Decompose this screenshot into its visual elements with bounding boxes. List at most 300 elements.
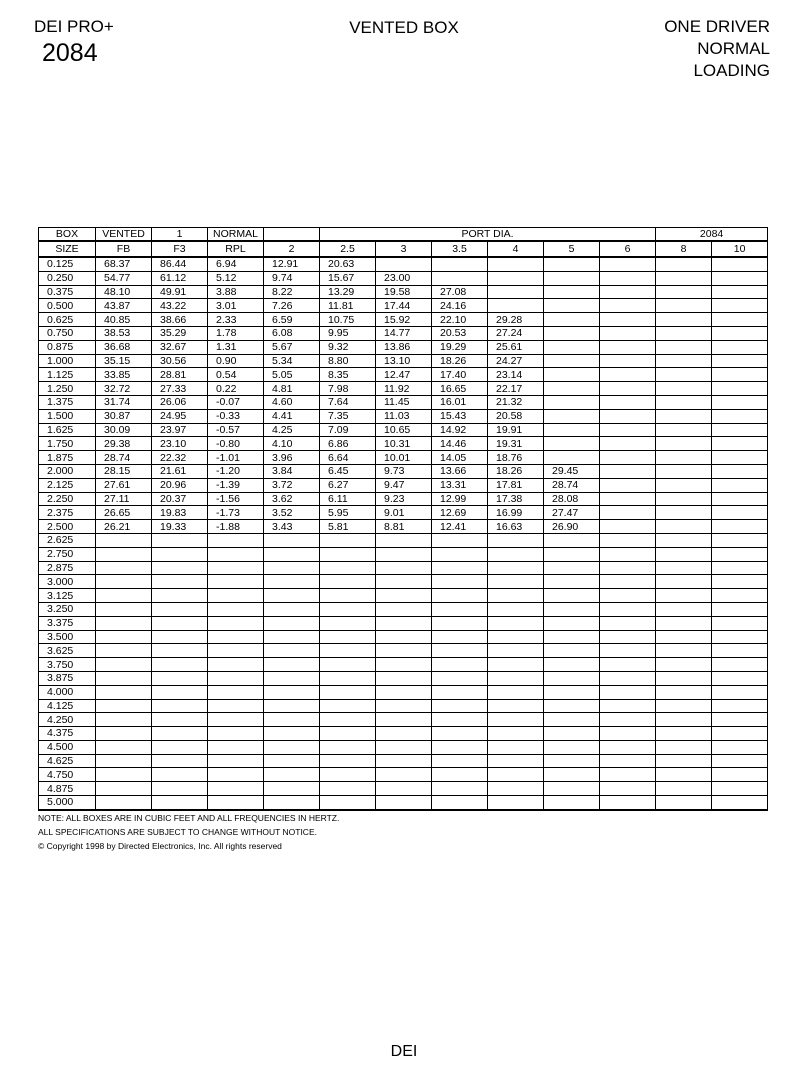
table-cell: 19.29 — [432, 340, 488, 354]
table-cell: 6.64 — [320, 451, 376, 465]
box-size-cell: 3.250 — [39, 602, 96, 616]
table-cell: 9.32 — [320, 340, 376, 354]
table-cell: 10.01 — [376, 451, 432, 465]
table-cell: 12.41 — [432, 520, 488, 534]
table-cell — [544, 616, 600, 630]
table-cell: 11.03 — [376, 409, 432, 423]
table-cell: 1.78 — [208, 326, 264, 340]
table-cell — [96, 699, 152, 713]
table-cell — [264, 644, 320, 658]
table-cell — [96, 740, 152, 754]
table-cell — [656, 658, 712, 672]
table-cell: 19.31 — [488, 437, 544, 451]
table-cell — [600, 492, 656, 506]
table-row — [39, 602, 768, 616]
table-cell — [600, 644, 656, 658]
table-cell — [376, 257, 432, 271]
table-cell: 19.83 — [152, 506, 208, 520]
table-cell: 26.21 — [96, 520, 152, 534]
table-cell — [656, 547, 712, 561]
table-cell — [432, 727, 488, 741]
table-cell — [152, 754, 208, 768]
table-cell — [712, 313, 768, 327]
table-cell: 11.92 — [376, 382, 432, 396]
table-cell: -0.80 — [208, 437, 264, 451]
table-cell — [152, 658, 208, 672]
table-cell: 35.29 — [152, 326, 208, 340]
table-cell — [488, 533, 544, 547]
table-cell — [488, 796, 544, 810]
table-cell: 12.99 — [432, 492, 488, 506]
table-cell — [320, 547, 376, 561]
table-cell: 2.33 — [208, 313, 264, 327]
table-cell: 5.95 — [320, 506, 376, 520]
table-cell — [376, 685, 432, 699]
table-cell — [208, 630, 264, 644]
box-size-cell: 4.500 — [39, 740, 96, 754]
table-cell: 27.47 — [544, 506, 600, 520]
table-cell: 17.38 — [488, 492, 544, 506]
table-cell: 29.28 — [488, 313, 544, 327]
box-size-cell: 3.375 — [39, 616, 96, 630]
table-cell — [600, 326, 656, 340]
table-cell: 21.61 — [152, 464, 208, 478]
table-cell: 6.45 — [320, 464, 376, 478]
table-cell: 30.56 — [152, 354, 208, 368]
table-cell — [656, 685, 712, 699]
table-cell — [152, 796, 208, 810]
box-size-cell: 4.000 — [39, 685, 96, 699]
table-cell — [376, 713, 432, 727]
box-size-cell: 2.250 — [39, 492, 96, 506]
table-cell: -1.01 — [208, 451, 264, 465]
table-cell: 29.38 — [96, 437, 152, 451]
table-cell: 14.05 — [432, 451, 488, 465]
table-cell — [320, 754, 376, 768]
table-cell — [152, 740, 208, 754]
table-cell: 12.91 — [264, 257, 320, 271]
table-cell — [544, 740, 600, 754]
table-cell — [208, 547, 264, 561]
box-size-cell: 4.375 — [39, 727, 96, 741]
table-cell — [432, 713, 488, 727]
table-row — [39, 616, 768, 630]
table-cell — [600, 506, 656, 520]
table-cell: 6.94 — [208, 257, 264, 271]
box-size-cell: 2.000 — [39, 464, 96, 478]
table-cell: 0.22 — [208, 382, 264, 396]
table-cell — [656, 395, 712, 409]
table-cell: 9.47 — [376, 478, 432, 492]
table-cell — [544, 561, 600, 575]
table-cell — [96, 671, 152, 685]
table-cell — [264, 547, 320, 561]
table-cell — [432, 589, 488, 603]
table-cell: 5.67 — [264, 340, 320, 354]
table-cell — [96, 547, 152, 561]
table-cell — [600, 671, 656, 685]
table-cell — [488, 589, 544, 603]
table-cell — [432, 671, 488, 685]
table-cell — [96, 589, 152, 603]
box-size-cell: 2.125 — [39, 478, 96, 492]
table-cell — [712, 782, 768, 796]
table-cell — [656, 740, 712, 754]
table-cell — [712, 423, 768, 437]
table-cell: 48.10 — [96, 285, 152, 299]
table-cell — [376, 796, 432, 810]
table-cell: 16.99 — [488, 506, 544, 520]
table-cell — [544, 313, 600, 327]
table-cell — [544, 326, 600, 340]
table-cell — [320, 685, 376, 699]
box-size-cell: 0.625 — [39, 313, 96, 327]
table-cell — [152, 699, 208, 713]
table-cell: 17.81 — [488, 478, 544, 492]
table-cell: 17.44 — [376, 299, 432, 313]
box-size-cell: 1.875 — [39, 451, 96, 465]
table-cell — [432, 796, 488, 810]
table-cell: 13.10 — [376, 354, 432, 368]
table-cell: 9.23 — [376, 492, 432, 506]
table-cell: 23.00 — [376, 271, 432, 285]
table-cell: 8.80 — [320, 354, 376, 368]
table-cell — [712, 368, 768, 382]
table-cell: 43.22 — [152, 299, 208, 313]
table-cell — [656, 575, 712, 589]
table-cell: -1.73 — [208, 506, 264, 520]
table-cell: 27.33 — [152, 382, 208, 396]
table-cell — [656, 285, 712, 299]
column-header: 3 — [376, 241, 432, 257]
table-cell — [600, 285, 656, 299]
table-cell: 18.26 — [488, 464, 544, 478]
table-cell — [712, 506, 768, 520]
column-header: 8 — [656, 241, 712, 257]
table-cell — [264, 740, 320, 754]
table-cell — [208, 685, 264, 699]
table-cell: 18.26 — [432, 354, 488, 368]
table-cell: 4.81 — [264, 382, 320, 396]
table-cell — [96, 575, 152, 589]
table-cell — [208, 561, 264, 575]
table-cell — [264, 713, 320, 727]
table-cell — [600, 299, 656, 313]
table-cell: 3.62 — [264, 492, 320, 506]
table-cell — [656, 299, 712, 313]
table-cell — [432, 685, 488, 699]
box-size-cell: 3.750 — [39, 658, 96, 672]
table-cell — [544, 782, 600, 796]
table-cell — [264, 796, 320, 810]
table-cell: 5.81 — [320, 520, 376, 534]
table-cell — [656, 409, 712, 423]
table-cell — [600, 713, 656, 727]
box-size-cell: 2.625 — [39, 533, 96, 547]
table-cell — [600, 768, 656, 782]
table-cell — [488, 271, 544, 285]
table-cell: 9.74 — [264, 271, 320, 285]
table-cell — [376, 630, 432, 644]
table-cell — [376, 547, 432, 561]
table-cell: 6.27 — [320, 478, 376, 492]
table-cell — [712, 451, 768, 465]
box-size-cell: 2.375 — [39, 506, 96, 520]
header-cell: VENTED — [96, 228, 152, 242]
table-cell — [600, 423, 656, 437]
table-cell: 43.87 — [96, 299, 152, 313]
table-row — [39, 589, 768, 603]
table-cell — [488, 713, 544, 727]
table-cell — [432, 616, 488, 630]
table-cell: 3.88 — [208, 285, 264, 299]
table-cell — [488, 768, 544, 782]
table-cell — [376, 575, 432, 589]
table-cell: 6.86 — [320, 437, 376, 451]
table-cell — [712, 685, 768, 699]
table-cell: 20.63 — [320, 257, 376, 271]
table-cell — [488, 285, 544, 299]
table-cell — [152, 727, 208, 741]
table-cell — [320, 699, 376, 713]
table-cell — [488, 630, 544, 644]
table-cell: -1.88 — [208, 520, 264, 534]
table-cell — [544, 768, 600, 782]
table-cell — [656, 602, 712, 616]
table-cell — [264, 658, 320, 672]
table-row — [39, 561, 768, 575]
table-cell: 8.35 — [320, 368, 376, 382]
table-cell — [208, 616, 264, 630]
table-cell — [96, 782, 152, 796]
table-row — [39, 423, 768, 437]
table-cell — [320, 630, 376, 644]
table-cell — [376, 589, 432, 603]
table-cell — [208, 768, 264, 782]
table-cell — [152, 602, 208, 616]
table-cell: 5.12 — [208, 271, 264, 285]
box-size-cell: 1.250 — [39, 382, 96, 396]
table-cell — [712, 520, 768, 534]
table-cell — [432, 630, 488, 644]
table-cell — [432, 257, 488, 271]
header-cell-spacer — [264, 228, 320, 242]
table-cell: 49.91 — [152, 285, 208, 299]
table-cell — [320, 782, 376, 796]
table-cell: 7.35 — [320, 409, 376, 423]
table-cell — [656, 754, 712, 768]
table-cell — [712, 271, 768, 285]
table-cell — [544, 354, 600, 368]
table-cell: 33.85 — [96, 368, 152, 382]
table-cell — [544, 299, 600, 313]
column-header: 2.5 — [320, 241, 376, 257]
table-cell — [208, 575, 264, 589]
table-cell — [712, 257, 768, 271]
table-cell — [656, 630, 712, 644]
box-size-cell: 2.750 — [39, 547, 96, 561]
box-size-cell: 3.500 — [39, 630, 96, 644]
table-cell — [544, 589, 600, 603]
table-cell — [488, 782, 544, 796]
table-cell — [320, 671, 376, 685]
table-cell — [544, 547, 600, 561]
table-cell — [656, 671, 712, 685]
table-cell — [376, 602, 432, 616]
table-row — [39, 533, 768, 547]
table-cell: 23.14 — [488, 368, 544, 382]
table-cell — [712, 727, 768, 741]
table-cell — [376, 533, 432, 547]
table-cell: 7.64 — [320, 395, 376, 409]
table-row — [39, 340, 768, 354]
table-cell — [712, 630, 768, 644]
table-cell: 29.45 — [544, 464, 600, 478]
table-cell — [488, 257, 544, 271]
table-cell — [488, 602, 544, 616]
table-cell — [656, 589, 712, 603]
table-cell: 7.09 — [320, 423, 376, 437]
table-cell — [544, 754, 600, 768]
table-cell — [656, 561, 712, 575]
table-cell — [600, 754, 656, 768]
table-cell — [320, 561, 376, 575]
table-cell: 86.44 — [152, 257, 208, 271]
table-cell — [264, 727, 320, 741]
table-cell: 54.77 — [96, 271, 152, 285]
table-cell — [208, 602, 264, 616]
box-size-cell: 1.375 — [39, 395, 96, 409]
table-row — [39, 395, 768, 409]
table-cell: 13.29 — [320, 285, 376, 299]
table-cell — [656, 423, 712, 437]
table-row — [39, 547, 768, 561]
table-cell — [432, 699, 488, 713]
table-cell — [656, 437, 712, 451]
table-row — [39, 271, 768, 285]
table-cell — [432, 533, 488, 547]
table-cell — [656, 368, 712, 382]
table-cell — [320, 768, 376, 782]
table-cell — [600, 395, 656, 409]
table-cell — [544, 533, 600, 547]
table-row — [39, 492, 768, 506]
table-cell — [600, 685, 656, 699]
table-cell: 8.22 — [264, 285, 320, 299]
table-cell — [152, 671, 208, 685]
table-cell — [376, 616, 432, 630]
table-cell — [712, 644, 768, 658]
table-cell — [600, 340, 656, 354]
table-cell: 18.76 — [488, 451, 544, 465]
table-cell — [208, 671, 264, 685]
table-cell — [208, 699, 264, 713]
table-cell — [656, 520, 712, 534]
table-cell: 3.52 — [264, 506, 320, 520]
table-cell — [488, 575, 544, 589]
table-cell — [152, 589, 208, 603]
table-cell: 36.68 — [96, 340, 152, 354]
box-size-cell: 1.625 — [39, 423, 96, 437]
table-cell — [544, 340, 600, 354]
table-row — [39, 299, 768, 313]
notes-block — [38, 811, 339, 853]
table-cell — [712, 589, 768, 603]
table-cell: 28.74 — [96, 451, 152, 465]
table-cell — [544, 271, 600, 285]
header-cell: BOX — [39, 228, 96, 242]
port-dia-header: PORT DIA. — [320, 228, 656, 242]
table-cell — [152, 768, 208, 782]
table-cell: 14.46 — [432, 437, 488, 451]
table-cell — [152, 630, 208, 644]
table-cell — [544, 727, 600, 741]
table-cell — [488, 299, 544, 313]
table-cell — [544, 630, 600, 644]
table-cell — [600, 630, 656, 644]
table-cell — [656, 257, 712, 271]
table-cell — [376, 658, 432, 672]
table-cell — [712, 754, 768, 768]
table-cell — [544, 368, 600, 382]
table-cell: 3.72 — [264, 478, 320, 492]
table-cell: 27.11 — [96, 492, 152, 506]
table-cell — [600, 533, 656, 547]
box-size-cell: 0.750 — [39, 326, 96, 340]
table-cell — [432, 561, 488, 575]
table-cell: -1.20 — [208, 464, 264, 478]
table-row — [39, 658, 768, 672]
table-row — [39, 382, 768, 396]
table-cell: 38.53 — [96, 326, 152, 340]
table-cell — [152, 547, 208, 561]
table-cell: 3.43 — [264, 520, 320, 534]
table-cell: 38.66 — [152, 313, 208, 327]
table-cell: -0.57 — [208, 423, 264, 437]
table-cell — [376, 699, 432, 713]
table-cell — [600, 368, 656, 382]
table-cell: 9.95 — [320, 326, 376, 340]
table-cell — [152, 575, 208, 589]
table-row — [39, 740, 768, 754]
table-cell — [600, 547, 656, 561]
table-cell — [656, 382, 712, 396]
table-cell: 28.15 — [96, 464, 152, 478]
table-cell: 40.85 — [96, 313, 152, 327]
table-cell — [96, 768, 152, 782]
table-cell — [152, 616, 208, 630]
table-cell — [96, 561, 152, 575]
table-cell — [152, 644, 208, 658]
box-size-cell: 1.000 — [39, 354, 96, 368]
table-cell — [600, 382, 656, 396]
table-cell — [544, 285, 600, 299]
table-cell — [320, 727, 376, 741]
table-cell — [376, 782, 432, 796]
table-cell — [488, 727, 544, 741]
table-cell — [656, 768, 712, 782]
table-cell: 6.59 — [264, 313, 320, 327]
table-cell: 3.96 — [264, 451, 320, 465]
table-cell — [488, 671, 544, 685]
table-cell — [96, 727, 152, 741]
table-cell — [320, 616, 376, 630]
table-cell: -0.07 — [208, 395, 264, 409]
table-cell — [712, 326, 768, 340]
column-header: RPL — [208, 241, 264, 257]
table-row — [39, 754, 768, 768]
table-cell: 12.69 — [432, 506, 488, 520]
